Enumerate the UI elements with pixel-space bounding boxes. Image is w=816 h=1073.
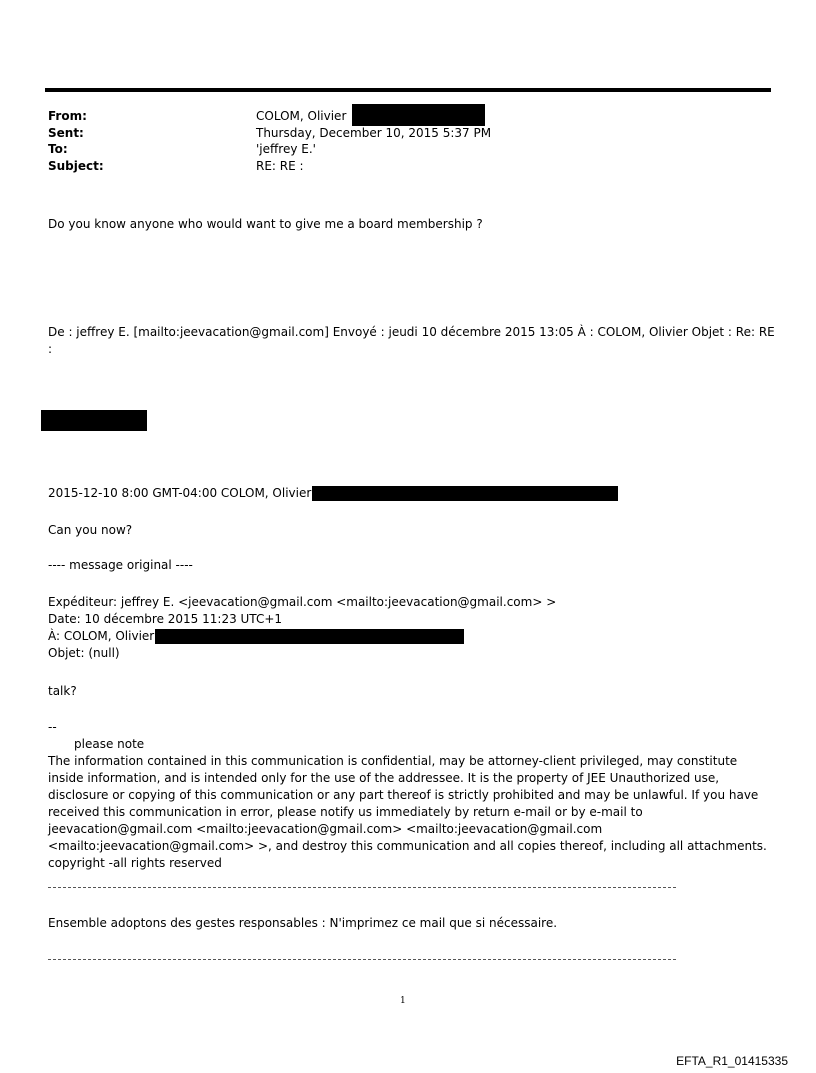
date-line: Date: 10 décembre 2015 11:23 UTC+1 xyxy=(48,612,283,626)
subject-value: RE: RE : xyxy=(256,158,304,173)
to-value: 'jeffrey E.' xyxy=(256,142,316,156)
bates-number: EFTA_R1_01415335 xyxy=(676,1054,788,1068)
disclaimer-line: The information contained in this communication is confidential, may be attorney-client privileged, may constitute xyxy=(48,754,738,768)
forward-header-line: De : jeffrey E. [mailto:jeevacation@gmail.com] Envoyé : jeudi 10 décembre 2015 13:05 À : COLOM, Olivier Objet : Re: RE xyxy=(48,325,775,339)
sent-label: Sent: xyxy=(48,125,84,140)
disclaimer-line: copyright -all rights reserved xyxy=(48,856,222,870)
disclaimer-line: disclosure or copying of this communication or any part thereof is strictly prohibited and may be unlawful. If you have xyxy=(48,788,759,802)
quoted-date-text: 2015-12-10 8:00 GMT-04:00 COLOM, Olivier xyxy=(48,486,312,500)
dashed-separator xyxy=(48,959,676,960)
body-question: Do you know anyone who would want to give me a board membership ? xyxy=(48,217,483,231)
confidentiality-disclaimer xyxy=(48,753,774,872)
page-number: 1 xyxy=(400,996,406,1006)
header-rule xyxy=(45,88,771,92)
objet-line: Objet: (null) xyxy=(48,646,120,660)
to-row xyxy=(48,141,768,158)
disclaimer-line: inside information, and is intended only for the use of the addressee. It is the property of JEE Unauthorized use, xyxy=(48,771,720,785)
to-label: To: xyxy=(48,142,68,156)
forward-header-continuation: : xyxy=(48,342,53,356)
from-row xyxy=(48,108,768,125)
disclaimer-line: <mailto:jeevacation@gmail.com> >, and destroy this communication and all copies thereof, including all attachments. xyxy=(48,839,767,853)
disclaimer-line: jeevacation@gmail.com <mailto:jeevacation@gmail.com> <mailto:jeevacation@gmail.com xyxy=(48,822,603,836)
from-value: COLOM, Olivier xyxy=(256,109,347,123)
sent-value: Thursday, December 10, 2015 5:37 PM xyxy=(256,125,492,140)
original-message-marker: ---- message original ---- xyxy=(48,558,193,572)
expediteur-line: Expéditeur: jeffrey E. <jeevacation@gmail.com <mailto:jeevacation@gmail.com> > xyxy=(48,595,557,609)
from-label: From: xyxy=(48,109,87,123)
sent-row xyxy=(48,125,768,142)
subject-label: Subject: xyxy=(48,158,104,173)
dashed-separator xyxy=(48,887,676,888)
redaction-box xyxy=(41,410,147,431)
from-value-wrap xyxy=(256,108,485,126)
footer-note: Ensemble adoptons des gestes responsables : N'imprimez ce mail que si nécessaire. xyxy=(48,916,558,930)
recipient-text: À: COLOM, Olivier xyxy=(48,629,155,643)
redaction-box xyxy=(312,486,618,501)
email-header xyxy=(48,108,768,174)
quoted-date-line xyxy=(48,485,618,501)
please-note-line: please note xyxy=(74,737,145,751)
signature-dashes: -- xyxy=(48,720,57,734)
subject-row xyxy=(48,158,768,175)
redaction-box xyxy=(352,104,485,126)
can-you-now-line: Can you now? xyxy=(48,523,133,537)
disclaimer-line: received this communication in error, please notify us immediately by return e-mail or by e-mail to xyxy=(48,805,643,819)
recipient-line xyxy=(48,628,464,644)
redaction-box xyxy=(155,629,464,644)
talk-line: talk? xyxy=(48,684,77,698)
